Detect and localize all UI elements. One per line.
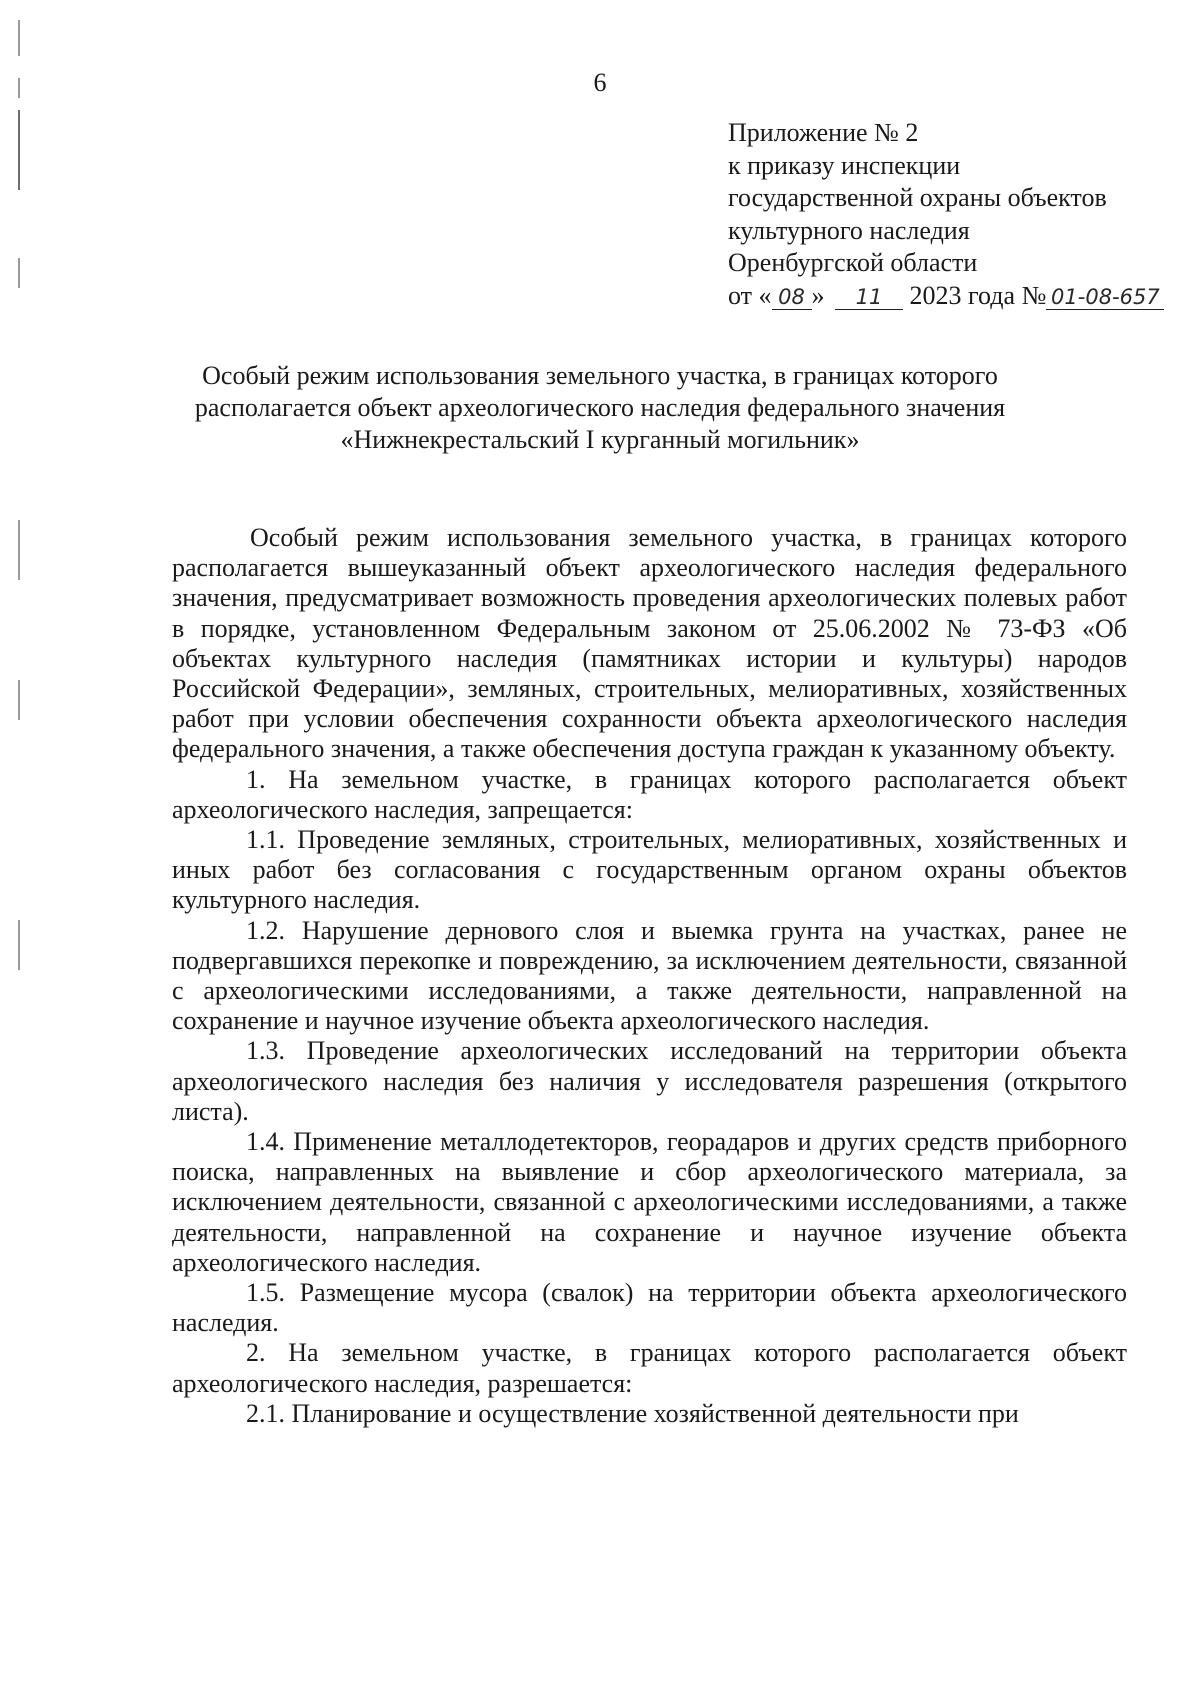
- order-number-handwritten: 01-08-657: [1046, 285, 1164, 310]
- item-1-4: 1.4. Применение металлодетекторов, георадаров и других средств приборного поиска, направленных на выявление и сбор археологического материала, за исключением деятельности, связанной с археологическими исследованиями, а также деятельности, направленной на сохранение и научное изучение объекта археологического наследия.: [172, 1127, 1127, 1277]
- item-1-2: 1.2. Нарушение дернового слоя и выемка грунта на участках, ранее не подвергавшихся перекопке и повреждению, за исключением деятельности, связанной с археологическими исследованиями, а также деятельности, направленной на сохранение и научное изучение объекта археологического наследия.: [172, 915, 1127, 1036]
- title-line: «Нижнекрестальский I курганный могильник»: [340, 425, 860, 454]
- annex-date-line: [728, 280, 1164, 313]
- annex-header: [728, 117, 1164, 312]
- intro-paragraph: Особый режим использования земельного участка, в границах которого располагается вышеуказанный объект археологического наследия федерального значения, предусматривает возможность проведения археологических полевых работ в порядке, установленном Федеральным законом от 25.06.2002 № 73-ФЗ «Об объектах культурного наследия (памятниках истории и культуры) народов Российской Федерации», земляных, строительных, мелиоративных, хозяйственных работ при условии обеспечения сохранности объекта археологического наследия федерального значения, а также обеспечения доступа граждан к указанному объекту.: [172, 523, 1127, 764]
- annex-line: Оренбургской области: [728, 248, 978, 277]
- item-2-1: 2.1. Планирование и осуществление хозяйственной деятельности при: [246, 1398, 1019, 1428]
- date-year: 2023 года №: [909, 280, 1047, 310]
- title-line: располагается объект археологического наследия федерального значения: [194, 393, 1006, 422]
- item-1-3: 1.3. Проведение археологических исследований на территории объекта археологического наследия без наличия у исследователя разрешения (открытого листа).: [172, 1036, 1127, 1126]
- annex-title: Приложение № 2: [728, 118, 919, 147]
- section-1: 1. На земельном участке, в границах которого располагается объект археологического наследия, запрещается:: [172, 764, 1127, 824]
- annex-line: культурного наследия: [728, 215, 970, 245]
- document-body: [172, 523, 1127, 1429]
- date-mid: »: [811, 280, 825, 310]
- item-1-5: 1.5. Размещение мусора (свалок) на территории объекта археологического наследия.: [172, 1278, 1127, 1338]
- page-number: 6: [593, 68, 607, 97]
- section-2: 2. На земельном участке, в границах которого располагается объект археологического наследия, разрешается:: [172, 1338, 1127, 1398]
- date-month-handwritten: 11: [835, 285, 903, 310]
- scan-edge-marks: [14, 20, 24, 1020]
- date-prefix: от «: [728, 280, 772, 310]
- annex-line: к приказу инспекции: [728, 150, 961, 180]
- item-1-1: 1.1. Проведение земляных, строительных, мелиоративных, хозяйственных и иных работ без согласования с государственным органом охраны объектов культурного наследия.: [172, 825, 1127, 915]
- document-title: [150, 360, 1050, 456]
- annex-line: государственной охраны объектов: [728, 183, 1107, 212]
- date-day-handwritten: 08: [772, 285, 812, 310]
- title-line: Особый режим использования земельного участка, в границах которого: [202, 361, 998, 390]
